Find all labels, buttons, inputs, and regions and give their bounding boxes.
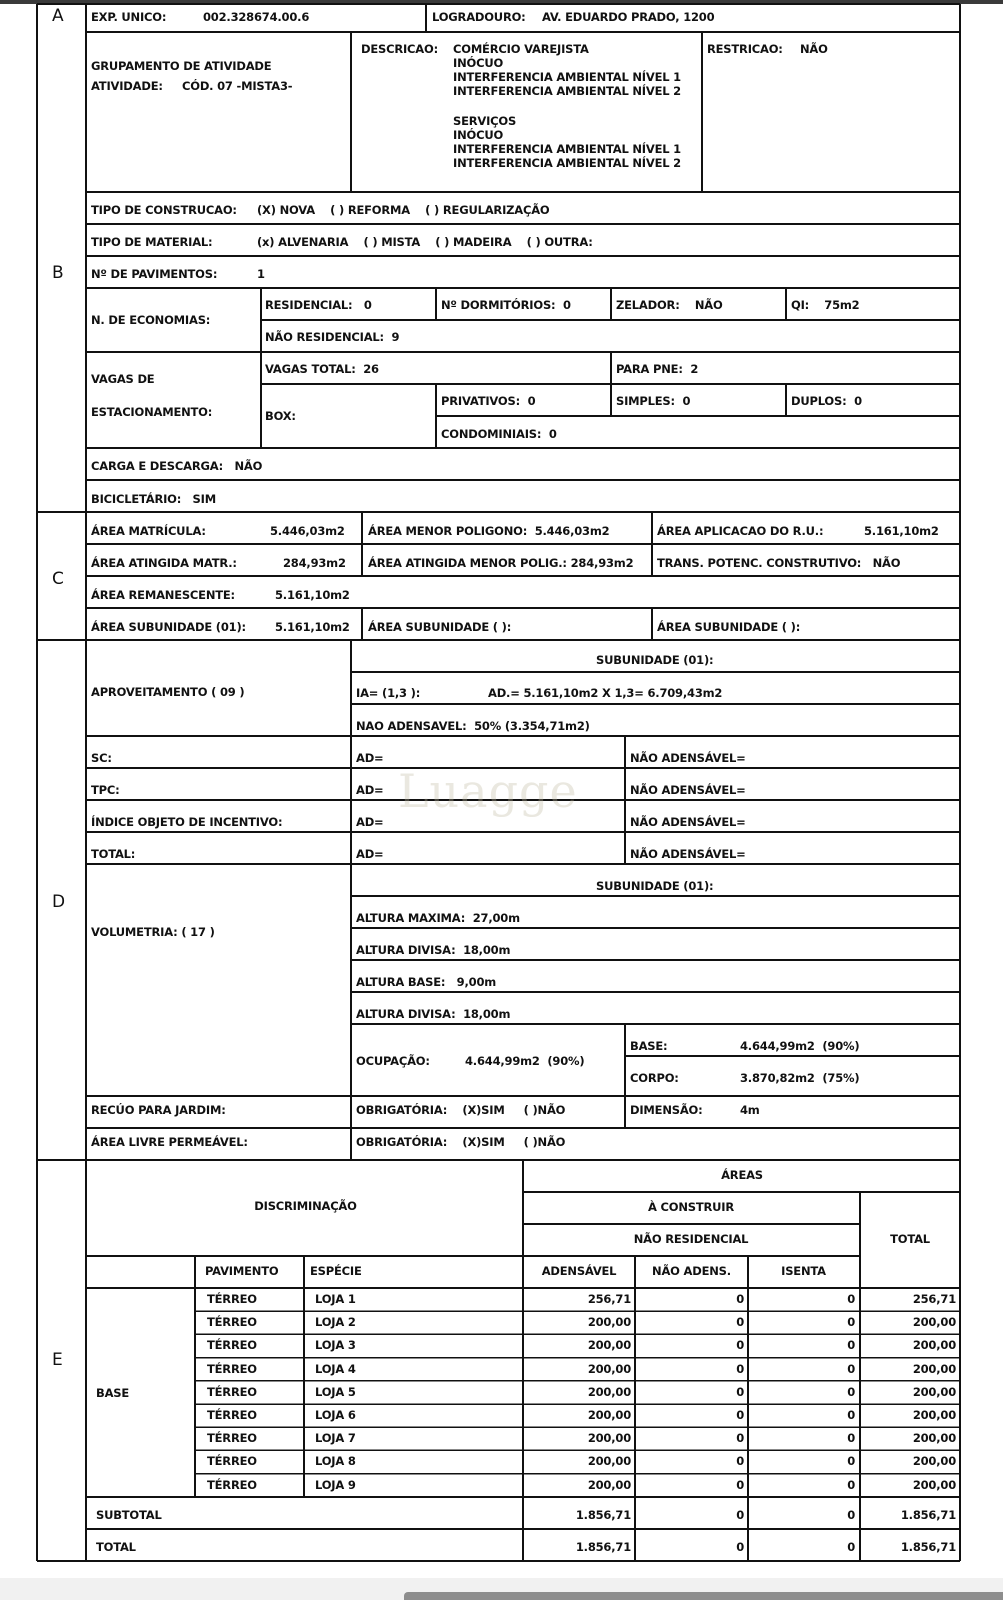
logradouro-value: AV. EDUARDO PRADO, 1200 (542, 10, 715, 24)
descricao-servicos: SERVIÇOS INÓCUO INTERFERENCIA AMBIENTAL NÍVEL 1 INTERFERENCIA AMBIENTAL NÍVEL 2 (453, 114, 681, 170)
volumetria-label: VOLUMETRIA: ( 17 ) (91, 925, 215, 939)
pavimento-cell: TÉRREO (207, 1408, 257, 1422)
pavimento-header: PAVIMENTO (205, 1264, 279, 1278)
tipo-material-options: (x) ALVENARIA ( ) MISTA ( ) MADEIRA ( ) OUTRA: (257, 235, 593, 249)
isenta-cell: 0 (847, 1454, 855, 1469)
tpc-ad: AD= (356, 783, 384, 797)
ocupacao-label: OCUPAÇÃO: (356, 1054, 430, 1068)
atividade-label: ATIVIDADE: (91, 79, 163, 93)
watermark: Luagge (398, 764, 578, 818)
total-cell: 200,00 (912, 1338, 956, 1353)
total-cell: 200,00 (912, 1454, 956, 1469)
duplos-field: DUPLOS: 0 (791, 394, 862, 408)
isenta-cell: 0 (847, 1292, 855, 1306)
dimensao-label: DIMENSÃO: (630, 1103, 703, 1117)
subtotal-adensavel: 1.856,71 (575, 1508, 631, 1522)
indice-ad: AD= (356, 815, 384, 829)
base-value: 4.644,99m2 (90%) (740, 1039, 860, 1053)
altura-base: ALTURA BASE: 9,00m (356, 975, 497, 989)
especie-header: ESPÉCIE (310, 1264, 362, 1278)
section-letter-c: C (52, 569, 64, 589)
grand-total-adensavel: 1.856,71 (575, 1540, 631, 1554)
vagas-total-field: VAGAS TOTAL: 26 (265, 362, 379, 376)
isenta-cell: 0 (847, 1408, 855, 1422)
pavimentos-value: 1 (257, 267, 265, 281)
tipo-material-label: TIPO DE MATERIAL: (91, 235, 213, 249)
nao-residencial-field: NÃO RESIDENCIAL: 9 (265, 330, 400, 344)
nao-adens-cell: 0 (736, 1454, 744, 1469)
dimensao-value: 4m (740, 1103, 760, 1117)
total-cell: 200,00 (912, 1384, 956, 1399)
pavimento-cell: TÉRREO (207, 1454, 257, 1469)
ad-formula: AD.= 5.161,10m2 X 1,3= 6.709,43m2 (488, 686, 723, 700)
ocupacao-value: 4.644,99m2 (90%) (465, 1054, 585, 1068)
nao-adens-cell: 0 (736, 1292, 744, 1306)
pavimento-cell: TÉRREO (207, 1338, 257, 1353)
especie-cell: LOJA 4 (315, 1361, 356, 1376)
tpc-label: TPC: (91, 783, 120, 797)
vagas-label-line1: VAGAS DE (91, 372, 155, 386)
nao-adens-cell: 0 (736, 1408, 744, 1422)
base-group-label: BASE (96, 1386, 130, 1400)
adensavel-cell: 200,00 (587, 1384, 631, 1399)
nao-adens-cell: 0 (736, 1477, 744, 1492)
exp-unico-label: EXP. UNICO: (91, 10, 167, 24)
adensavel-cell: 200,00 (587, 1454, 631, 1469)
grand-total-label: TOTAL (96, 1540, 136, 1554)
adensavel-cell: 200,00 (587, 1408, 631, 1422)
area-menor-poligono: ÁREA MENOR POLIGONO: 5.446,03m2 (368, 524, 610, 538)
residencial-field: RESIDENCIAL: 0 (265, 298, 372, 312)
adensavel-cell: 200,00 (587, 1431, 631, 1446)
logradouro-label: LOGRADOURO: (432, 10, 526, 24)
subtotal-label: SUBTOTAL (96, 1508, 162, 1522)
volumetria-subunidade-header: SUBUNIDADE (01): (596, 879, 714, 893)
ia-label: IA= (1,3 ): (356, 686, 421, 700)
aproveitamento-label: APROVEITAMENTO ( 09 ) (91, 685, 245, 699)
area-livre-obrigatoria: OBRIGATÓRIA: (X)SIM ( )NÃO (356, 1135, 566, 1149)
especie-cell: LOJA 2 (315, 1315, 356, 1330)
grand-total-isenta: 0 (847, 1540, 855, 1554)
descricao-comercio: COMÉRCIO VAREJISTA INÓCUO INTERFERENCIA AMBIENTAL NÍVEL 1 INTERFERENCIA AMBIENTAL NÍVEL 2 (453, 42, 681, 98)
area-atingida-matr-label: ÁREA ATINGIDA MATR.: (91, 556, 237, 570)
sc-ad: AD= (356, 751, 384, 765)
nao-adensavel-50: NAO ADENSAVEL: 50% (3.354,71m2) (356, 719, 590, 733)
adensavel-cell: 200,00 (587, 1315, 631, 1330)
isenta-cell: 0 (847, 1477, 855, 1492)
descricao-label: DESCRICAO: (361, 42, 438, 56)
restricao-label: RESTRICAO: (707, 42, 783, 56)
exp-unico-value: 002.328674.00.6 (203, 10, 310, 24)
especie-cell: LOJA 8 (315, 1454, 356, 1469)
area-atingida-menor-polig: ÁREA ATINGIDA MENOR POLIG.: 284,93m2 (368, 556, 634, 570)
subtotal-nao-adens: 0 (736, 1508, 744, 1522)
bicicletario-field: BICICLETÁRIO: SIM (91, 492, 216, 506)
trans-potenc-construtivo: TRANS. POTENC. CONSTRUTIVO: NÃO (657, 556, 901, 570)
indice-incentivo-label: ÍNDICE OBJETO DE INCENTIVO: (91, 815, 283, 829)
pavimentos-label: Nº DE PAVIMENTOS: (91, 267, 218, 281)
isenta-cell: 0 (847, 1338, 855, 1353)
tpc-nao-adensavel: NÃO ADENSÁVEL= (630, 783, 746, 797)
nao-adens-cell: 0 (736, 1361, 744, 1376)
zelador-field: ZELADOR: NÃO (616, 298, 723, 312)
adensavel-cell: 256,71 (587, 1292, 631, 1306)
condominiais-field: CONDOMINIAIS: 0 (441, 427, 557, 441)
area-livre-label: ÁREA LIVRE PERMEÁVEL: (91, 1135, 248, 1149)
especie-cell: LOJA 1 (315, 1292, 356, 1306)
pavimento-cell: TÉRREO (207, 1431, 257, 1446)
nao-adens-cell: 0 (736, 1431, 744, 1446)
total-column-header: TOTAL (890, 1232, 930, 1246)
nao-adens-cell: 0 (736, 1315, 744, 1330)
section-letter-e: E (52, 1350, 63, 1370)
isenta-cell: 0 (847, 1361, 855, 1376)
especie-cell: LOJA 9 (315, 1477, 356, 1492)
area-aplicacao-label: ÁREA APLICACAO DO R.U.: (657, 524, 824, 538)
tipo-construcao-label: TIPO DE CONSTRUCAO: (91, 203, 237, 217)
area-matricula-label: ÁREA MATRÍCULA: (91, 524, 206, 538)
section-letter-b: B (52, 263, 64, 283)
area-subunidade-01-value: 5.161,10m2 (275, 620, 350, 634)
recuo-jardim-label: RECÚO PARA JARDIM: (91, 1103, 226, 1117)
qi-field: QI: 75m2 (791, 298, 860, 312)
dormitorios-field: Nº DORMITÓRIOS: 0 (441, 298, 571, 312)
area-subunidade-c: ÁREA SUBUNIDADE ( ): (657, 620, 801, 634)
sc-nao-adensavel: NÃO ADENSÁVEL= (630, 751, 746, 765)
area-matricula-value: 5.446,03m2 (270, 524, 345, 538)
corpo-label: CORPO: (630, 1071, 679, 1085)
altura-divisa-2: ALTURA DIVISA: 18,00m (356, 1007, 511, 1021)
area-remanescente-label: ÁREA REMANESCENTE: (91, 588, 235, 602)
adensavel-cell: 200,00 (587, 1361, 631, 1376)
adensavel-cell: 200,00 (587, 1338, 631, 1353)
area-remanescente-value: 5.161,10m2 (275, 588, 350, 602)
area-aplicacao-value: 5.161,10m2 (864, 524, 939, 538)
subtotal-total: 1.856,71 (900, 1508, 956, 1522)
total-cell: 200,00 (912, 1431, 956, 1446)
total-cell: 200,00 (912, 1361, 956, 1376)
grand-total-nao-adens: 0 (736, 1540, 744, 1554)
total-cell: 200,00 (912, 1408, 956, 1422)
vagas-label-line2: ESTACIONAMENTO: (91, 405, 213, 419)
altura-divisa-1: ALTURA DIVISA: 18,00m (356, 943, 511, 957)
atividade-value: CÓD. 07 -MISTA3- (182, 79, 293, 93)
area-subunidade-b: ÁREA SUBUNIDADE ( ): (368, 620, 512, 634)
nao-adens-cell: 0 (736, 1338, 744, 1353)
total-cell: 200,00 (912, 1315, 956, 1330)
section-letter-a: A (52, 6, 64, 26)
isenta-cell: 0 (847, 1431, 855, 1446)
pavimento-cell: TÉRREO (207, 1315, 257, 1330)
especie-cell: LOJA 5 (315, 1384, 356, 1399)
discriminacao-header: DISCRIMINAÇÃO (254, 1199, 357, 1213)
pavimento-cell: TÉRREO (207, 1477, 257, 1492)
total-cell: 256,71 (912, 1292, 956, 1306)
nao-adens-cell: 0 (736, 1384, 744, 1399)
especie-cell: LOJA 3 (315, 1338, 356, 1353)
total-nao-adensavel: NÃO ADENSÁVEL= (630, 847, 746, 861)
area-subunidade-01-label: ÁREA SUBUNIDADE (01): (91, 620, 246, 634)
adensavel-cell: 200,00 (587, 1477, 631, 1492)
nao-adens-header: NÃO ADENS. (652, 1264, 731, 1278)
privativos-field: PRIVATIVOS: 0 (441, 394, 536, 408)
restricao-value: NÃO (800, 42, 828, 56)
total-aproveitamento-label: TOTAL: (91, 847, 136, 861)
total-cell: 200,00 (912, 1477, 956, 1492)
grupamento-label: GRUPAMENTO DE ATIVIDADE (91, 59, 272, 73)
pavimento-cell: TÉRREO (207, 1361, 257, 1376)
total-ad: AD= (356, 847, 384, 861)
indice-nao-adensavel: NÃO ADENSÁVEL= (630, 815, 746, 829)
economias-label: N. DE ECONOMIAS: (91, 313, 211, 327)
recuo-obrigatoria: OBRIGATÓRIA: (X)SIM ( )NÃO (356, 1103, 566, 1117)
grand-total-total: 1.856,71 (900, 1540, 956, 1554)
carga-descarga-field: CARGA E DESCARGA: NÃO (91, 459, 263, 473)
pavimento-cell: TÉRREO (207, 1384, 257, 1399)
para-pne-field: PARA PNE: 2 (616, 362, 699, 376)
tipo-construcao-options: (X) NOVA ( ) REFORMA ( ) REGULARIZAÇÃO (257, 203, 550, 217)
pavimento-cell: TÉRREO (207, 1292, 257, 1306)
especie-cell: LOJA 6 (315, 1408, 356, 1422)
sc-label: SC: (91, 751, 112, 765)
adensavel-header: ADENSÁVEL (541, 1264, 617, 1278)
isenta-header: ISENTA (781, 1264, 826, 1278)
area-atingida-matr-value: 284,93m2 (283, 556, 346, 570)
a-construir-header: À CONSTRUIR (648, 1200, 734, 1214)
isenta-cell: 0 (847, 1315, 855, 1330)
box-label: BOX: (265, 409, 296, 423)
especie-cell: LOJA 7 (315, 1431, 356, 1446)
nao-residencial-header: NÃO RESIDENCIAL (633, 1232, 749, 1246)
horizontal-scrollbar-thumb[interactable] (404, 1592, 1003, 1600)
areas-header: ÁREAS (721, 1168, 763, 1182)
altura-maxima: ALTURA MAXIMA: 27,00m (356, 911, 520, 925)
section-letter-d: D (52, 892, 66, 912)
aproveitamento-subunidade-header: SUBUNIDADE (01): (596, 653, 714, 667)
simples-field: SIMPLES: 0 (616, 394, 691, 408)
subtotal-isenta: 0 (847, 1508, 855, 1522)
base-label: BASE: (630, 1039, 668, 1053)
isenta-cell: 0 (847, 1384, 855, 1399)
corpo-value: 3.870,82m2 (75%) (740, 1071, 860, 1085)
